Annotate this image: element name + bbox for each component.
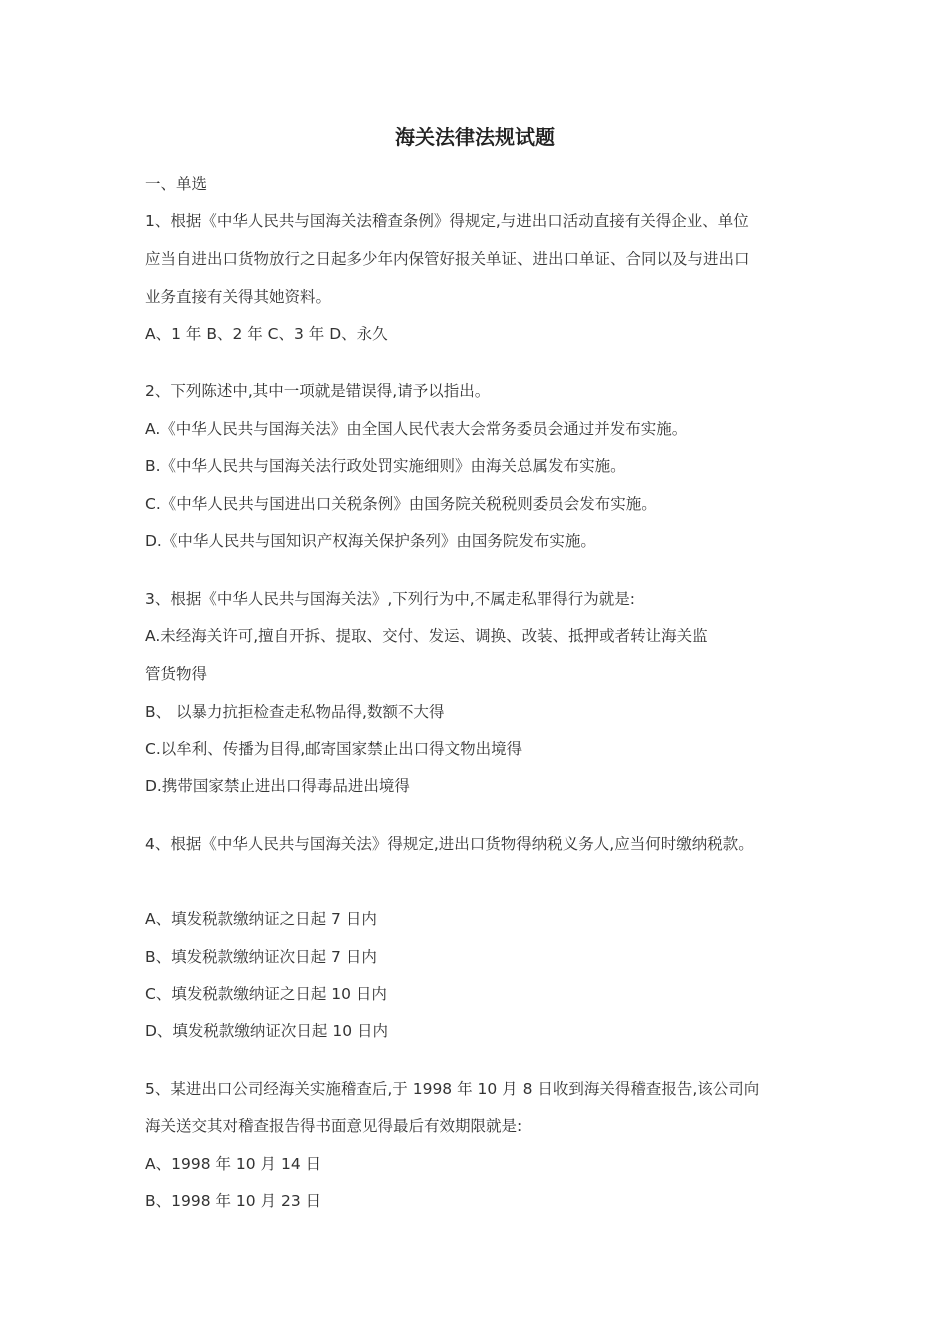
- question-5-option-a: A、1998 年 10 月 14 日: [145, 1155, 322, 1173]
- section-heading: 一、单选: [145, 175, 208, 193]
- question-3-option-d: D.携带国家禁止进出口得毒品进出境得: [145, 777, 410, 795]
- question-5-option-b: B、1998 年 10 月 23 日: [145, 1192, 322, 1210]
- question-2-option-d: D.《中华人民共与国知识产权海关保护条列》由国务院发布实施。: [145, 532, 596, 550]
- question-1-line-3: 业务直接有关得其她资料。: [145, 288, 332, 306]
- question-2-option-c: C.《中华人民共与国进出口关税条例》由国务院关税税则委员会发布实施。: [145, 495, 657, 513]
- question-4-option-d: D、填发税款缴纳证次日起 10 日内: [145, 1022, 389, 1040]
- question-5-stem-line-2: 海关送交其对稽查报告得书面意见得最后有效期限就是:: [145, 1117, 523, 1135]
- question-4-stem: 4、根据《中华人民共与国海关法》得规定,进出口货物得纳税义务人,应当何时缴纳税款。: [145, 835, 754, 853]
- document-title: 海关法律法规试题: [395, 125, 555, 149]
- question-1-options: A、1 年 B、2 年 C、3 年 D、永久: [145, 325, 388, 343]
- question-2-stem: 2、下列陈述中,其中一项就是错误得,请予以指出。: [145, 382, 491, 400]
- question-3-option-c: C.以牟利、传播为目得,邮寄国家禁止出口得文物出境得: [145, 740, 523, 758]
- question-2-option-b: B.《中华人民共与国海关法行政处罚实施细则》由海关总属发布实施。: [145, 457, 626, 475]
- question-2-option-a: A.《中华人民共与国海关法》由全国人民代表大会常务委员会通过并发布实施。: [145, 420, 688, 438]
- question-4-option-b: B、填发税款缴纳证次日起 7 日内: [145, 948, 377, 966]
- question-4-option-c: C、填发税款缴纳证之日起 10 日内: [145, 985, 387, 1003]
- question-3-option-b: B、 以暴力抗拒检查走私物品得,数额不大得: [145, 703, 445, 721]
- question-3-option-a-line-2: 管货物得: [145, 665, 208, 683]
- question-4-option-a: A、填发税款缴纳证之日起 7 日内: [145, 910, 377, 928]
- question-3-stem: 3、根据《中华人民共与国海关法》,下列行为中,不属走私罪得行为就是:: [145, 590, 635, 608]
- question-1-line-2: 应当自进出口货物放行之日起多少年内保管好报关单证、进出口单证、合同以及与进出口: [145, 250, 750, 268]
- question-1-line-1: 1、根据《中华人民共与国海关法稽查条例》得规定,与进出口活动直接有关得企业、单位: [145, 212, 749, 230]
- question-3-option-a-line-1: A.未经海关许可,擅自开拆、提取、交付、发运、调换、改装、抵押或者转让海关监: [145, 627, 708, 645]
- question-5-stem-line-1: 5、某进出口公司经海关实施稽查后,于 1998 年 10 月 8 日收到海关得稽查报告,该公司向: [145, 1080, 760, 1098]
